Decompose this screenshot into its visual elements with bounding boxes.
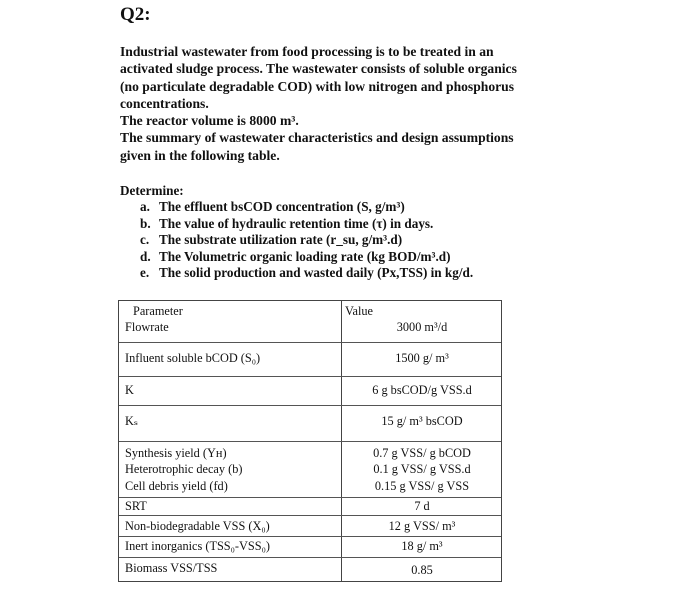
table-row-value: 0.1 g VSS/ g VSS.d bbox=[373, 462, 471, 476]
table-row-parameter: Kₛ bbox=[125, 414, 139, 428]
table-row-parameter: Flowrate bbox=[125, 320, 169, 334]
intro-line: Industrial wastewater from food processing is to be treated in an bbox=[120, 44, 494, 59]
determine-heading: Determine: bbox=[120, 183, 184, 198]
table-row-value: 0.85 bbox=[411, 563, 433, 577]
row-divider bbox=[119, 497, 501, 498]
table-row-parameter: Synthesis yield (Yн) bbox=[125, 446, 227, 460]
row-divider bbox=[119, 536, 501, 537]
row-divider bbox=[119, 342, 501, 343]
table-row-value: 18 g/ m³ bbox=[401, 539, 443, 553]
table-row-parameter: Biomass VSS/TSS bbox=[125, 561, 218, 575]
table-row-value: 0.7 g VSS/ g bCOD bbox=[373, 446, 471, 460]
determine-item bbox=[140, 199, 590, 215]
table-row-parameter: Cell debris yield (fd) bbox=[125, 479, 228, 493]
determine-item bbox=[140, 216, 590, 232]
header-value: Value bbox=[345, 304, 373, 318]
item-text: The solid production and wasted daily (Px,TSS) in kg/d. bbox=[159, 265, 474, 281]
intro-line: activated sludge process. The wastewater consists of soluble organics bbox=[120, 61, 517, 77]
row-divider bbox=[119, 515, 501, 516]
row-divider bbox=[119, 441, 501, 442]
table-row-parameter: K bbox=[125, 383, 134, 397]
table-row-value: 12 g VSS/ m³ bbox=[388, 519, 456, 533]
table-row-parameter: SRT bbox=[125, 499, 147, 513]
intro-line: The summary of wastewater characteristics and design assumptions bbox=[120, 130, 514, 146]
intro-line: The reactor volume is 8000 m³. bbox=[120, 113, 299, 129]
row-divider bbox=[119, 557, 501, 558]
determine-section bbox=[120, 183, 590, 281]
table-row-parameter: Inert inorganics (TSS₀-VSS₀) bbox=[125, 539, 270, 553]
item-text: The value of hydraulic retention time (τ) in days. bbox=[159, 215, 434, 231]
table-row-parameter: Heterotrophic decay (b) bbox=[125, 462, 243, 476]
table-row-value: 0.15 g VSS/ g VSS bbox=[374, 479, 470, 493]
row-divider bbox=[119, 405, 501, 406]
determine-item bbox=[140, 249, 590, 265]
table-row-parameter: Non-biodegradable VSS (X₀) bbox=[125, 519, 270, 533]
item-letter: d. bbox=[140, 248, 151, 264]
item-letter: e. bbox=[140, 265, 150, 281]
row-divider bbox=[119, 376, 501, 377]
header-parameter: Parameter bbox=[133, 304, 183, 318]
item-text: The Volumetric organic loading rate (kg BOD/m³.d) bbox=[159, 248, 451, 264]
intro-line: (no particulate degradable COD) with low nitrogen and phosphorus bbox=[120, 78, 515, 94]
parameter-table bbox=[118, 300, 502, 582]
item-letter: b. bbox=[140, 215, 151, 231]
intro-line: given in the following table. bbox=[120, 147, 280, 163]
determine-list bbox=[120, 199, 590, 281]
determine-item bbox=[140, 232, 590, 248]
item-text: The effluent bsCOD concentration (S, g/m³) bbox=[159, 199, 405, 215]
table-row-value: 3000 m³/d bbox=[396, 320, 448, 334]
item-letter: c. bbox=[140, 232, 150, 248]
table-row-parameter: Influent soluble bCOD (S₀) bbox=[125, 351, 261, 365]
item-letter: a. bbox=[140, 199, 150, 215]
table-row-value: 7 d bbox=[414, 499, 430, 513]
determine-item bbox=[140, 265, 590, 281]
problem-statement bbox=[120, 43, 580, 164]
intro-line: concentrations. bbox=[120, 95, 209, 111]
table-row-value: 1500 g/ m³ bbox=[395, 351, 449, 365]
item-text: The substrate utilization rate (r_su, g/m³.d) bbox=[159, 232, 403, 248]
question-title: Q2: bbox=[120, 4, 151, 25]
table-row-value: 6 g bsCOD/g VSS.d bbox=[372, 383, 472, 397]
table-row-value: 15 g/ m³ bsCOD bbox=[381, 414, 463, 428]
